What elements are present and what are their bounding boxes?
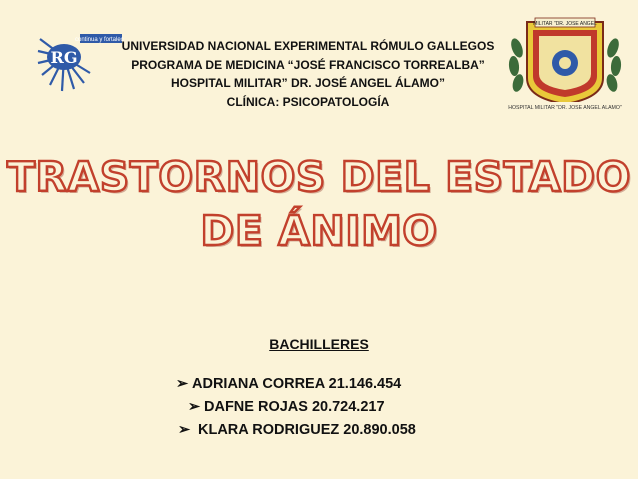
arrow-bullet-icon: ➢ — [176, 376, 189, 392]
author-name: ADRIANA CORREA 21.146.454 — [192, 376, 402, 392]
list-item — [176, 376, 401, 392]
title-line-1: TRASTORNOS DEL ESTADO — [6, 153, 632, 201]
header-line-clinic: CLÍNICA: PSICOPATOLOGÍA — [226, 94, 390, 109]
hospital-logo-motto: HOSPITAL MILITAR "DR. JOSE ANGEL ALAMO" — [508, 105, 622, 111]
authors-heading: BACHILLERES — [269, 336, 369, 352]
slide-title — [0, 150, 638, 258]
author-name: DAFNE ROJAS 20.724.217 — [204, 399, 385, 415]
title-line-2: DE ÁNIMO — [200, 207, 438, 255]
institution-header — [118, 37, 498, 111]
logo-left-letters: RG — [50, 48, 78, 67]
author-name: KLARA RODRIGUEZ 20.890.058 — [198, 422, 416, 438]
logo-left-tagline: continua y fortalece — [74, 37, 124, 43]
list-item — [178, 422, 416, 438]
header-line-program: PROGRAMA DE MEDICINA “JOSÉ FRANCISCO TORREALBA” — [131, 57, 485, 72]
hospital-logo — [505, 8, 625, 112]
header-line-university: UNIVERSIDAD NACIONAL EXPERIMENTAL RÓMULO GALLEGOS — [121, 39, 495, 53]
university-logo — [34, 27, 124, 97]
list-item — [188, 399, 385, 415]
arrow-bullet-icon: ➢ — [178, 422, 191, 438]
arrow-bullet-icon: ➢ — [188, 399, 201, 415]
header-line-hospital: HOSPITAL MILITAR” DR. JOSÉ ANGEL ÁLAMO” — [170, 76, 445, 90]
hospital-logo-banner: MILITAR "DR. JOSE ANGEL — [533, 21, 597, 27]
